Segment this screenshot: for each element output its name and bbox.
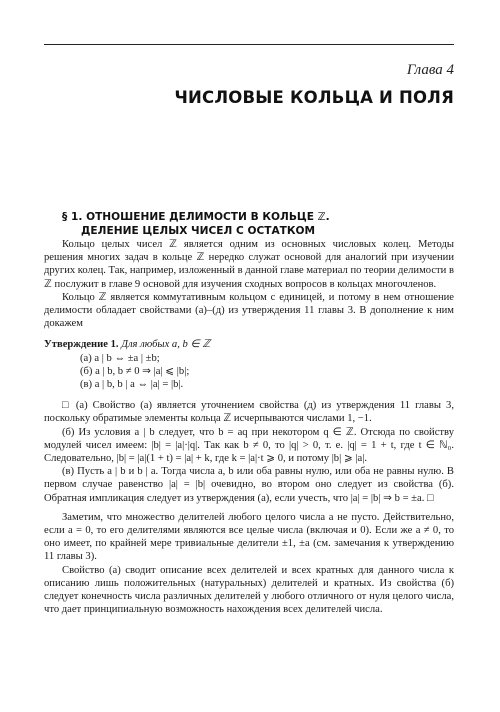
statement-intro: Для любых a, b ∈ ℤ [121,339,211,351]
paragraph-commutative: Кольцо ℤ является коммутативным кольцом с единицей, и потому в нем отношение делимости обладает свойствами (а)–(д) из утверждения 11 главы 3. В дополнение к ним докажем [44,291,454,330]
statement-item-a: (а) a | b ⇔ ±a | ±b; [80,352,160,364]
page-body [44,238,454,616]
proof-part-b: (б) Из условия a | b следует, что b = aq при некотором q ∈ ℤ. Отсюда по свойству модулей чисел имеем: |b| = |a|·|q|. Так как b ≠ 0, то |q| > 0, т. е. |q| = 1 + t, где t ∈ ℕ₀. Следовательно, |b| = |a|(1 + t) = |a| + k, где k = |a|·t ⩾ 0, и потому |b| ⩾ |a|. [44,426,454,465]
statement-item-c: (в) a | b, b | a ⇔ |a| = |b|. [80,379,184,391]
paragraph-divisors: Заметим, что множество делителей любого целого числа a не пусто. Действительно, если a = 0, то его делителями являются все целые числа (включая и 0). Если же a ≠ 0, то оно имеет, по крайней мере тривиальные делители ±1, ±a (см. замечания к утверждению 11 главы 3). [44,511,454,563]
chapter-title: ЧИСЛОВЫЕ КОЛЬЦА И ПОЛЯ [174,88,454,107]
section-title-line2: ДЕЛЕНИЕ ЦЕЛЫХ ЧИСЕЛ С ОСТАТКОМ [81,225,316,237]
statement-item-b: (б) a | b, b ≠ 0 ⇒ |a| ⩽ |b|; [80,365,190,377]
paragraph-description: Свойство (а) сводит описание всех делителей и всех кратных для данного числа к описанию лишь положительных (натуральных) делителей и кратных. Из свойства (б) следует конечность числа различных делителей у любого отличного от нуля целого числа, что дает принципиальную возможность нахождения всех делителей числа. [44,564,454,616]
section-title [62,210,462,238]
proof-part-a: □ (а) Свойство (а) является уточнением свойства (д) из утверждения 11 главы 3, поскольку обратимые элементы кольца ℤ исчерпываются числами 1, −1. [44,400,454,425]
proof-part-c: (в) Пусть a | b и b | a. Тогда числа a, b или оба равны нулю, или оба не равны нулю. В первом случае равенство |a| = |b| очевидно, во втором оно следует из свойства (б). Обратная импликация следует из утверждения (а), если учесть, что |a| = |b| ⇒ b = ±a. □ [44,466,454,504]
paragraph-intro: Кольцо целых чисел ℤ является одним из основных числовых колец. Методы решения многих задач в кольце ℤ нередко служат основой для аналогий при изучении других колец. Так, например, изложенный в данной главе материал по теории делимости в ℤ послужит в главе 9 основой для изучения сходных вопросов в кольцах многочленов. [44,239,454,290]
statement-header [44,338,454,351]
chapter-number: Глава 4 [406,62,454,78]
statement-label: Утверждение 1. [44,339,119,351]
section-title-line1: § 1. ОТНОШЕНИЕ ДЕЛИМОСТИ В КОЛЬЦЕ ℤ. [62,211,330,223]
header-rule [44,44,454,45]
